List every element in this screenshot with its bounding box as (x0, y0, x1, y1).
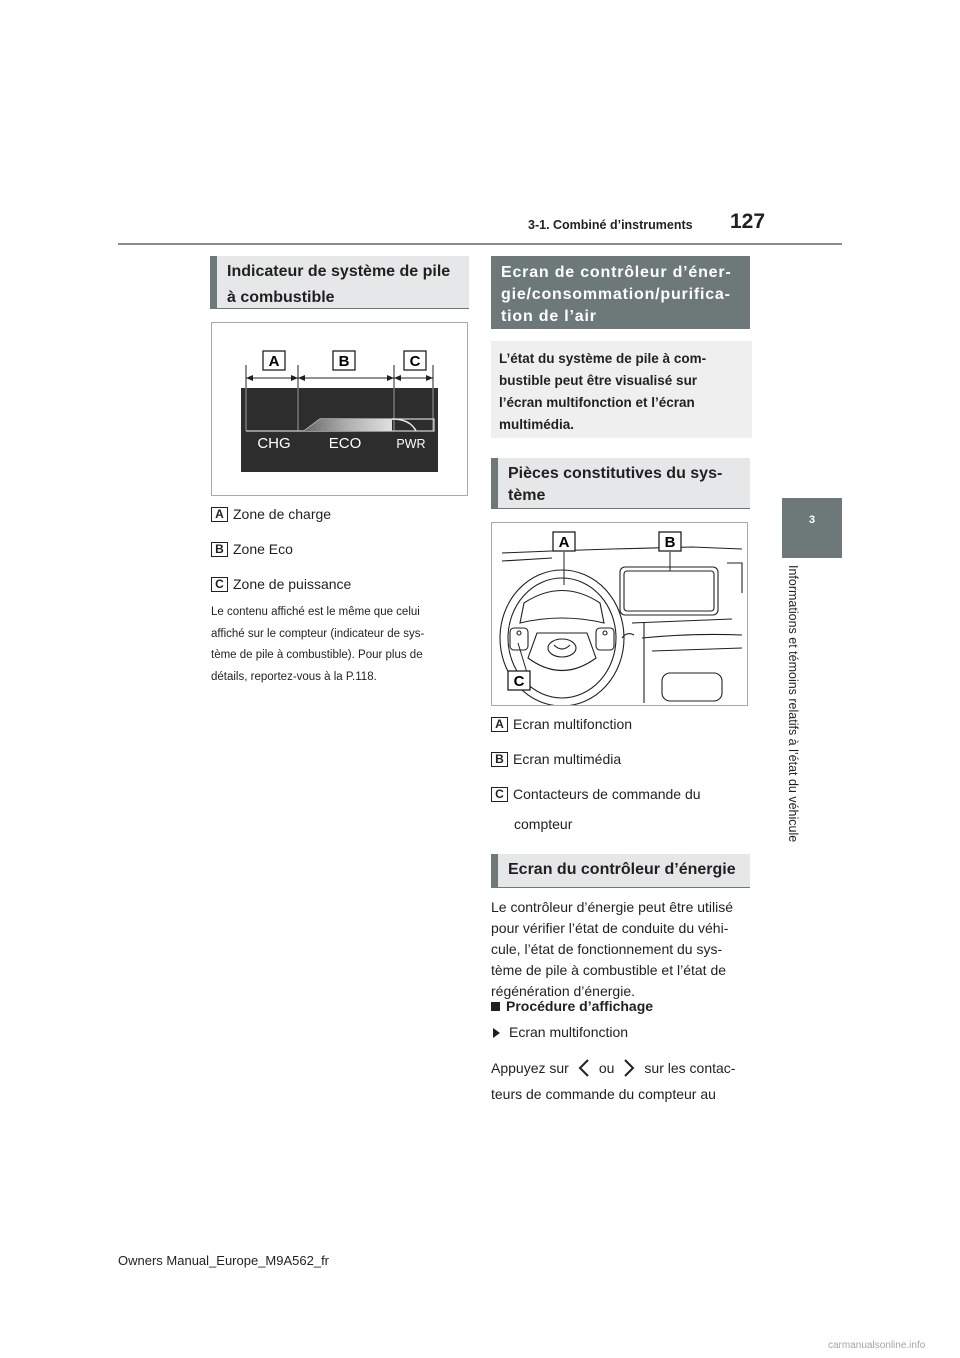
chg-label: CHG (257, 435, 291, 452)
legend-key: B (211, 542, 228, 557)
legend-text: Ecran multimédia (513, 751, 622, 767)
legend-item-multimedia-display (491, 751, 621, 767)
eco-label: ECO (328, 435, 362, 452)
legend-key: B (491, 752, 508, 767)
marker-b-label: B (664, 534, 676, 551)
legend-text: Zone de charge (233, 506, 332, 522)
marker-c-label: C (513, 673, 525, 690)
chevron-right-icon (614, 1057, 644, 1079)
legend-text: Zone Eco (233, 541, 293, 557)
square-bullet-icon (491, 1002, 500, 1011)
legend-text: Contacteurs de commande du (513, 786, 701, 802)
legend-key: C (211, 577, 228, 592)
chapter-label: Informations et témoins relatifs à l’état du véhicule (786, 565, 800, 843)
press-instruction-line2: teurs de commande du compteur au (491, 1086, 716, 1102)
procedure-heading: Procédure d’affichage (491, 996, 653, 1017)
system-parts-heading: Pièces constitutives du sys- tème (491, 458, 750, 509)
fuel-cell-indicator-figure (211, 322, 468, 496)
dashboard-illustration (492, 523, 747, 705)
marker-b-label: B (338, 353, 350, 370)
legend-item-multi-display (491, 716, 632, 732)
legend-item-meter-switches (491, 786, 701, 802)
legend-text: Ecran multifonction (513, 716, 633, 732)
pwr-label: PWR (396, 437, 426, 451)
intro-box: L’état du système de pile à com- bustible peut être visualisé sur l’écran multifonction et l’écran multimédia. (491, 341, 752, 438)
triangle-bullet-icon (493, 1028, 500, 1038)
press-instruction: Appuyez sur ou sur les contac- (491, 1057, 735, 1079)
chapter-number: 3 (808, 514, 816, 526)
indicator-note: Le contenu affiché est le même que celui affiché sur le compteur (indicateur de sys- tème de pile à combustible). Pour plus de détails, reportez-vous à la P.118. (211, 606, 425, 683)
legend-item-eco (211, 541, 293, 557)
energy-monitor-main-heading: Ecran de contrôleur d’éner- gie/consommation/purifica- tion de l’air (491, 256, 750, 329)
chevron-left-icon (569, 1057, 599, 1079)
legend-item-power (211, 576, 351, 592)
footer-manual-id: Owners Manual_Europe_M9A562_fr (118, 1253, 330, 1268)
legend-text: Zone de puissance (233, 576, 352, 592)
dashboard-figure (491, 522, 748, 706)
header-divider (118, 243, 842, 245)
legend-item-charge (211, 506, 331, 522)
marker-c-label: C (409, 353, 421, 370)
fuel-cell-indicator-heading: Indicateur de système de pile à combustible (210, 256, 469, 309)
legend-key: C (491, 787, 508, 802)
procedure-sub-item: Ecran multifonction (493, 1022, 628, 1043)
energy-monitor-heading: Ecran du contrôleur d’énergie (491, 854, 750, 888)
legend-key: A (211, 507, 228, 522)
energy-monitor-description: Le contrôleur d’énergie peut être utilisé pour vérifier l’état de conduite du véhi- cule, l’état de fonctionnement du sys- tème de pile à combustible et l’état de régénération d’énergie. (491, 899, 734, 999)
watermark: carmanualsonline.info (828, 1340, 926, 1351)
chapter-tab (782, 498, 842, 558)
marker-a-label: A (558, 534, 570, 551)
fuel-cell-indicator-illustration (212, 323, 467, 495)
page-number: 127 (730, 210, 766, 233)
section-title: 3-1. Combiné d’instruments (528, 218, 693, 232)
marker-a-label: A (268, 353, 280, 370)
legend-key: A (491, 717, 508, 732)
legend-text-continued: compteur (514, 816, 573, 832)
